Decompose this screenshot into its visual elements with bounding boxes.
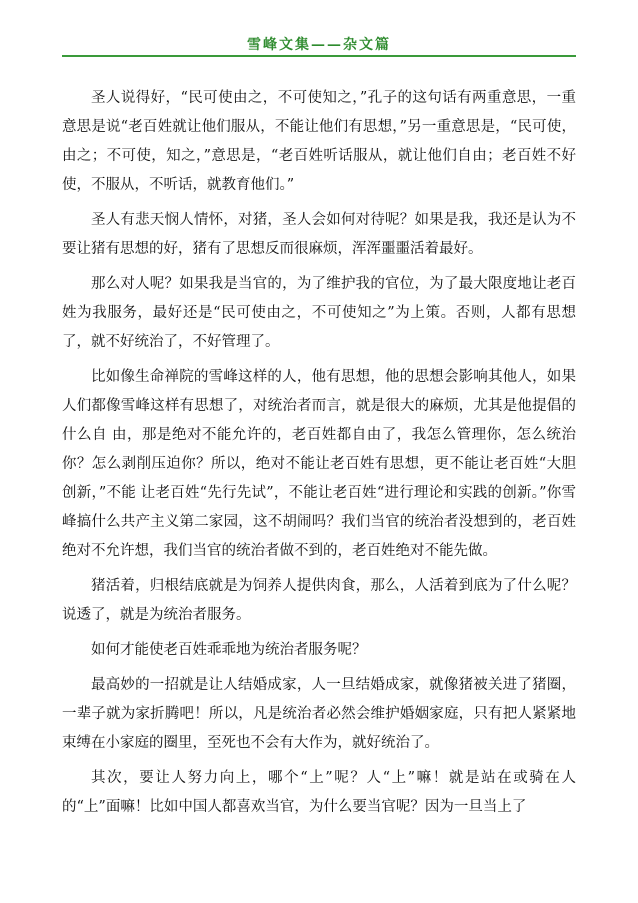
header-divider	[62, 55, 576, 57]
paragraph: 圣人有悲天悯人情怀，对猪，圣人会如何对待呢？如果是我，我还是认为不要让猪有思想的好，猪有了思想反而很麻烦，浑浑噩噩活着最好。	[62, 212, 576, 257]
article-body	[62, 84, 576, 828]
paragraph: 圣人说得好，“民可使由之，不可使知之，”孔子的这句话有两重意思，一重意思是说“老百姓就让他们服从，不能让他们有思想，”另一重意思是，“民可使，由之；不可使，知之，”意思是，“老百姓听话服从，就让他们自由；老百姓不好使，不服从，不听话，就教育他们。”	[62, 90, 576, 193]
paragraph: 那么对人呢？如果我是当官的，为了维护我的官位，为了最大限度地让老百姓为我服务，最好还是“民可使由之，不可使知之”为上策。否则，人都有思想了，就不好统治了，不好管理了。	[62, 276, 576, 350]
paragraph: 猪活着，归根结底就是为饲养人提供肉食，那么，人活着到底为了什么呢？说透了，就是为统治者服务。	[62, 578, 576, 623]
paragraph: 如何才能使老百姓乖乖地为统治者服务呢？	[91, 642, 367, 658]
paragraph: 最高妙的一招就是让人结婚成家，人一旦结婚成家，就像猪被关进了猪圈，一辈子就为家折腾吧！所以，凡是统治者必然会维护婚姻家庭，只有把人紧紧地束缚在小家庭的圈里，至死也不会有大作为，就好统治了。	[62, 677, 576, 751]
page-header-title: 雪峰文集——杂文篇	[247, 37, 391, 53]
paragraph: 其次，要让人努力向上，哪个“上”呢？人“上”嘛！就是站在或骑在人的“上”面嘛！比如中国人都喜欢当官，为什么要当官呢？因为一旦当上了	[62, 770, 576, 815]
paragraph: 比如像生命禅院的雪峰这样的人，他有思想，他的思想会影响其他人，如果人们都像雪峰这样有思想了，对统治者而言，就是很大的麻烦，尤其是他提倡的什么自 由，那是绝对不能允许的，老百姓都自由了，我怎么管理你，怎么统治你？怎么剥削压迫你？所以，绝对不能让老百姓有思想，更不能让老百姓“大胆创新，”不能 让老百姓“先行先试”，不能让老百姓“进行理论和实践的创新。”你雪峰搞什么共产主义第二家园，这不胡闹吗？我们当官的统治者没想到的，老百姓绝对不允许想，我们当官的统治者做不到的，老百姓绝对不能先做。	[62, 369, 576, 559]
